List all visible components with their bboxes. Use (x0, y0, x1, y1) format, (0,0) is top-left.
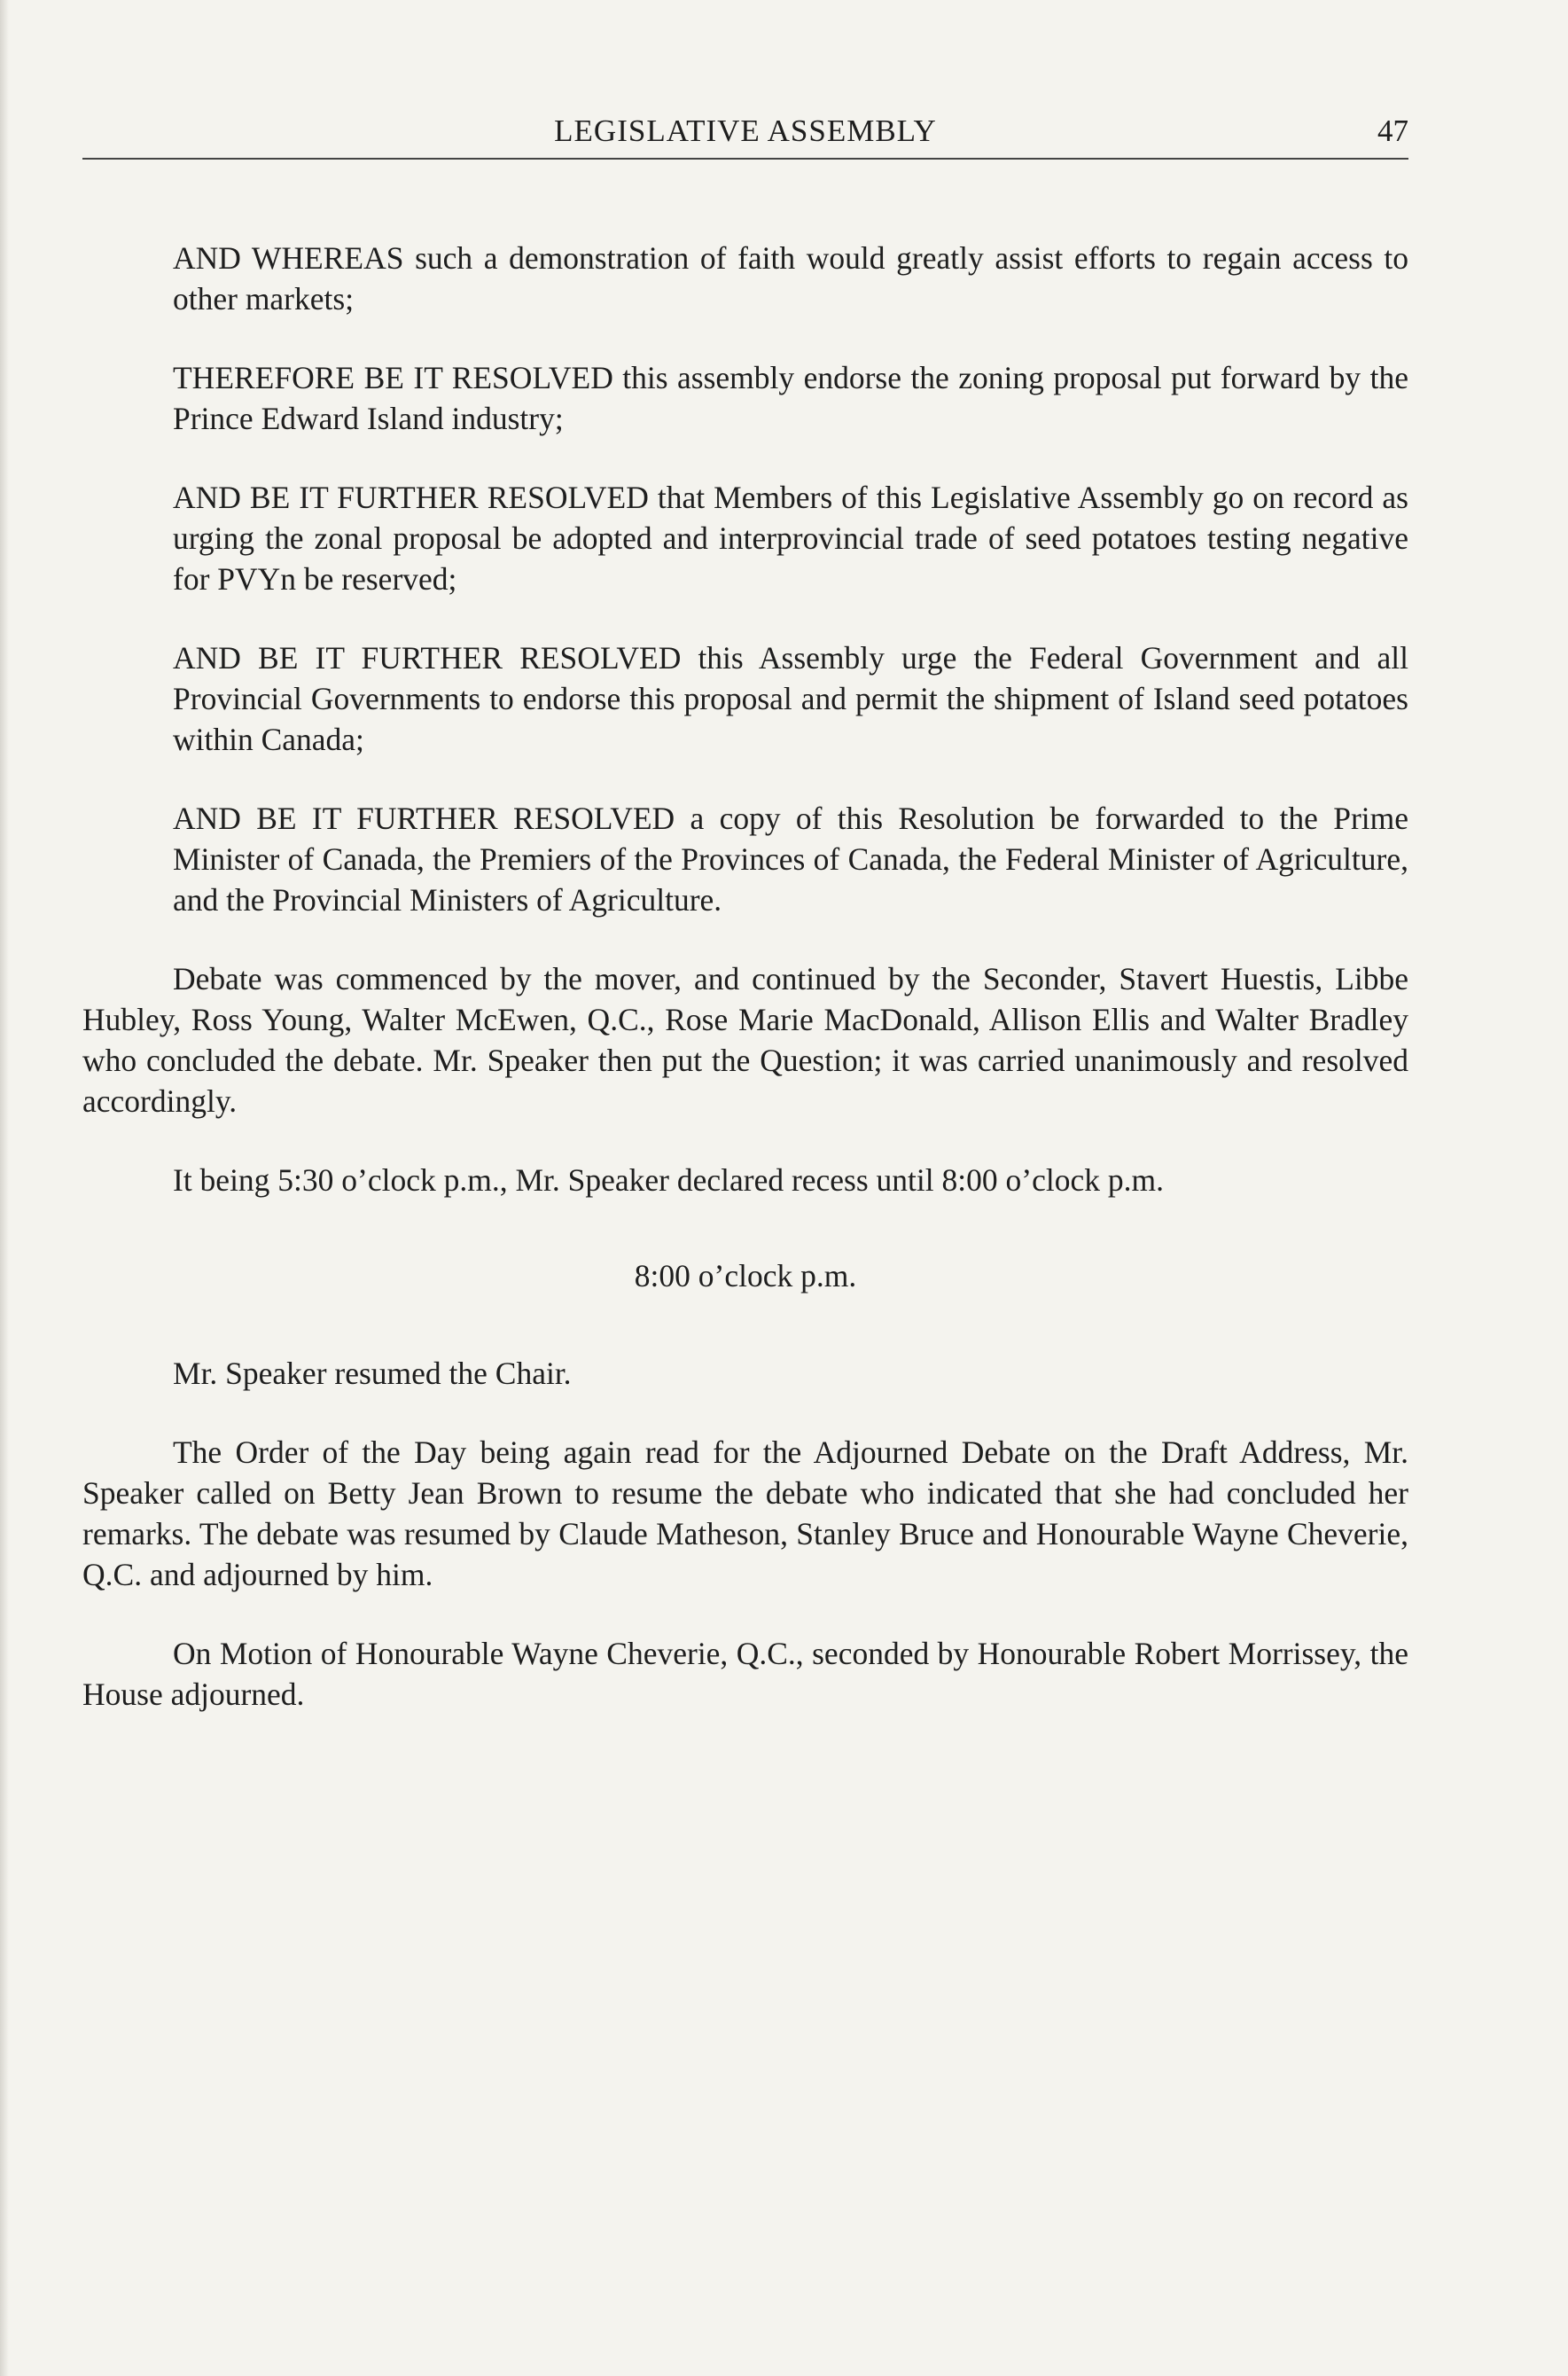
header-title: LEGISLATIVE ASSEMBLY (554, 113, 937, 148)
resolution-therefore: THEREFORE BE IT RESOLVED this assembly endorse the zoning proposal put forward by the Prince Edward Island industry; (173, 360, 1408, 436)
order-of-day-paragraph: The Order of the Day being again read for the Adjourned Debate on the Draft Address, Mr. Speaker called on Betty Jean Brown to resume the debate who indicated that she had concluded her remarks. The debate was resumed by Claude Matheson, Stanley Bruce and Honourable Wayne Cheverie, Q.C. and adjourned by him. (82, 1434, 1408, 1592)
debate-paragraph: Debate was commenced by the mover, and continued by the Seconder, Stavert Huestis, Libbe Hubley, Ross Young, Walter McEwen, Q.C., Rose Marie MacDonald, Allison Ellis and Walter Bradley who concluded the debate. Mr. Speaker then put the Question; it was carried unanimously and resolved accordingly. (82, 961, 1408, 1119)
page-edge-shadow (0, 0, 9, 2376)
recess-paragraph: It being 5:30 o’clock p.m., Mr. Speaker declared recess until 8:00 o’clock p.m. (173, 1162, 1164, 1198)
resolution-whereas: AND WHEREAS such a demonstration of faith would greatly assist efforts to regain access to other markets; (173, 240, 1408, 317)
page-body (82, 238, 1408, 1715)
speaker-resumed-paragraph: Mr. Speaker resumed the Chair. (173, 1356, 572, 1391)
running-header (82, 105, 1408, 160)
resolution-further-endorse: AND BE IT FURTHER RESOLVED this Assembly urge the Federal Government and all Provincial Governments to endorse this proposal and permit the shipment of Island seed potatoes within Canada; (173, 640, 1408, 757)
page-number: 47 (1377, 113, 1408, 148)
resolution-further-copy: AND BE IT FURTHER RESOLVED a copy of this Resolution be forwarded to the Prime Minister of Canada, the Premiers of the Provinces of Canada, the Federal Minister of Agriculture, and the Provincial Ministers of Agriculture. (173, 801, 1408, 918)
evening-sitting-time: 8:00 o’clock p.m. (634, 1258, 857, 1294)
adjournment-paragraph: On Motion of Honourable Wayne Cheverie, Q.C., seconded by Honourable Robert Morrissey, the House adjourned. (82, 1636, 1408, 1712)
resolution-further-zonal: AND BE IT FURTHER RESOLVED that Members of this Legislative Assembly go on record as urging the zonal proposal be adopted and interprovincial trade of seed potatoes testing negative for PVYn be reserved; (173, 480, 1408, 597)
